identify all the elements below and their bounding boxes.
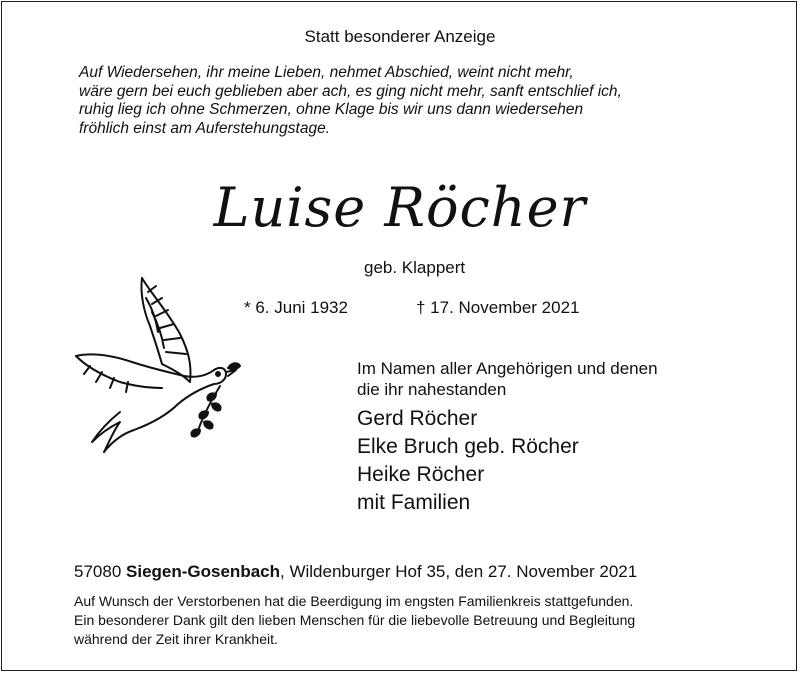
intro-line: Im Namen aller Angehörigen und denen: [357, 359, 658, 378]
intro-line: die ihr nahestanden: [357, 380, 507, 399]
mourner-name: Elke Bruch geb. Röcher: [357, 435, 579, 458]
notice-line: Auf Wunsch der Verstorbenen hat die Beerdigung im engsten Familienkreis stattgefunden.: [74, 593, 634, 609]
notice-line: Ein besonderer Dank gilt den lieben Menschen für die liebevolle Betreuung und Begleitung: [74, 612, 636, 628]
poem-line: fröhlich einst am Auferstehungstage.: [79, 119, 331, 137]
header-line: Statt besonderer Anzeige: [304, 27, 496, 46]
poem: [79, 64, 622, 138]
deceased-name: Luise Röcher: [213, 176, 587, 239]
funeral-notice: [74, 592, 635, 649]
mourner-name: mit Familien: [357, 491, 471, 514]
birth-date: * 6. Juni 1932: [244, 298, 348, 317]
address-rest: , Wildenburger Hof 35, den 27. November 2021: [280, 562, 638, 581]
mourners-list: [357, 405, 579, 517]
poem-line: wäre gern bei euch geblieben aber ach, es ging nicht mehr, sanft entschlief ich,: [79, 82, 622, 100]
family-intro: [357, 358, 658, 400]
address-line: [74, 562, 637, 582]
poem-line: Auf Wiedersehen, ihr meine Lieben, nehmet Abschied, weint nicht mehr,: [79, 64, 574, 81]
poem-line: ruhig lieg ich ohne Schmerzen, ohne Klage bis wir uns dann wiedersehen: [79, 101, 584, 118]
mourner-name: Gerd Röcher: [357, 407, 478, 430]
town-name: Siegen-Gosenbach: [126, 562, 280, 581]
postcode: 57080: [74, 562, 122, 581]
notice-line: während der Zeit ihrer Krankheit.: [74, 631, 278, 647]
death-date: † 17. November 2021: [416, 298, 580, 317]
maiden-name: geb. Klappert: [364, 258, 466, 277]
dove-icon: [70, 272, 242, 462]
mourner-name: Heike Röcher: [357, 463, 485, 486]
